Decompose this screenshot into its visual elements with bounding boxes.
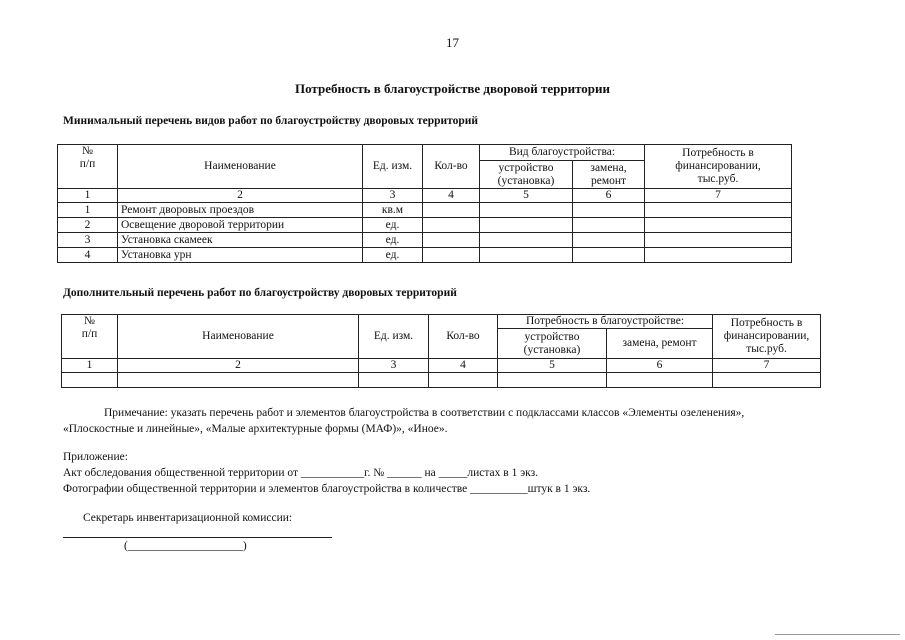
appendix-label: Приложение:	[63, 451, 128, 463]
appendix-line-1: Акт обследования общественной территории от ___________г. № ______ на _____листах в 1 экз.	[63, 467, 539, 479]
row-unit: ед.	[363, 233, 423, 248]
header-num: № п/п	[58, 145, 118, 189]
col-number: 6	[607, 359, 713, 373]
row-install	[480, 248, 573, 263]
row-install	[480, 218, 573, 233]
header-name: Наименование	[118, 145, 363, 189]
row-name: Установка скамеек	[118, 233, 363, 248]
col-number: 3	[359, 359, 429, 373]
column-number-row	[58, 189, 792, 203]
col-number: 7	[713, 359, 821, 373]
header-qty: Кол-во	[423, 145, 480, 189]
row-cell	[498, 373, 607, 388]
header-unit: Ед. изм.	[359, 315, 429, 359]
header-num: № п/п	[62, 315, 118, 359]
note-line-1: Примечание: указать перечень работ и элементов благоустройства в соответствии с подклассами классов «Элементы озеленения»,	[104, 407, 745, 419]
row-num: 4	[58, 248, 118, 263]
row-replace	[573, 248, 645, 263]
col-number: 7	[645, 189, 792, 203]
col-number: 1	[58, 189, 118, 203]
row-num: 2	[58, 218, 118, 233]
row-cell	[713, 373, 821, 388]
row-qty	[423, 218, 480, 233]
header-install: устройство (установка)	[480, 161, 573, 189]
row-name: Установка урн	[118, 248, 363, 263]
row-qty	[423, 203, 480, 218]
header-need-group: Потребность в благоустройстве:	[498, 315, 713, 329]
col-number: 6	[573, 189, 645, 203]
row-qty	[423, 233, 480, 248]
table-row	[58, 203, 792, 218]
col-number: 1	[62, 359, 118, 373]
col-number: 5	[480, 189, 573, 203]
header-install: устройство (установка)	[498, 329, 607, 359]
signature-placeholder: (____________________)	[124, 540, 247, 552]
col-number: 2	[118, 359, 359, 373]
header-replace: замена, ремонт	[573, 161, 645, 189]
row-install	[480, 203, 573, 218]
minimal-works-table	[57, 144, 792, 263]
column-number-row	[62, 359, 821, 373]
header-replace: замена, ремонт	[607, 329, 713, 359]
row-need	[645, 203, 792, 218]
table-row	[62, 373, 821, 388]
page-edge-mark	[775, 634, 900, 635]
col-number: 5	[498, 359, 607, 373]
row-need	[645, 218, 792, 233]
row-install	[480, 233, 573, 248]
appendix-line-2: Фотографии общественной территории и элементов благоустройства в количестве __________штук в 1 экз.	[63, 483, 591, 495]
document-title: Потребность в благоустройстве дворовой территории	[294, 81, 611, 96]
row-cell	[118, 373, 359, 388]
row-unit: ед.	[363, 218, 423, 233]
row-num: 3	[58, 233, 118, 248]
col-number: 4	[423, 189, 480, 203]
row-unit: кв.м	[363, 203, 423, 218]
additional-works-table	[61, 314, 821, 388]
additional-list-heading: Дополнительный перечень работ по благоустройству дворовых территорий	[63, 287, 457, 299]
row-unit: ед.	[363, 248, 423, 263]
row-cell	[359, 373, 429, 388]
table-row	[58, 248, 792, 263]
row-qty	[423, 248, 480, 263]
row-name: Освещение дворовой территории	[118, 218, 363, 233]
row-need	[645, 248, 792, 263]
row-num: 1	[58, 203, 118, 218]
row-need	[645, 233, 792, 248]
row-replace	[573, 218, 645, 233]
col-number: 3	[363, 189, 423, 203]
col-number: 4	[429, 359, 498, 373]
table-row	[58, 218, 792, 233]
note-line-2: «Плоскостные и линейные», «Малые архитектурные формы (МАФ)», «Иное».	[63, 423, 448, 435]
row-cell	[62, 373, 118, 388]
page-number: 17	[446, 35, 459, 50]
header-kind: Вид благоустройства:	[480, 145, 645, 161]
secretary-label: Секретарь инвентаризационной комиссии:	[83, 512, 293, 524]
table-row	[58, 233, 792, 248]
row-name: Ремонт дворовых проездов	[118, 203, 363, 218]
row-replace	[573, 233, 645, 248]
header-need: Потребность в финансировании, тыс.руб.	[645, 145, 792, 189]
row-cell	[429, 373, 498, 388]
row-replace	[573, 203, 645, 218]
header-unit: Ед. изм.	[363, 145, 423, 189]
row-cell	[607, 373, 713, 388]
header-qty: Кол-во	[429, 315, 498, 359]
col-number: 2	[118, 189, 363, 203]
header-need: Потребность в финансировании, тыс.руб.	[713, 315, 821, 359]
header-name: Наименование	[118, 315, 359, 359]
minimal-list-heading: Минимальный перечень видов работ по благоустройству дворовых территорий	[63, 115, 479, 127]
